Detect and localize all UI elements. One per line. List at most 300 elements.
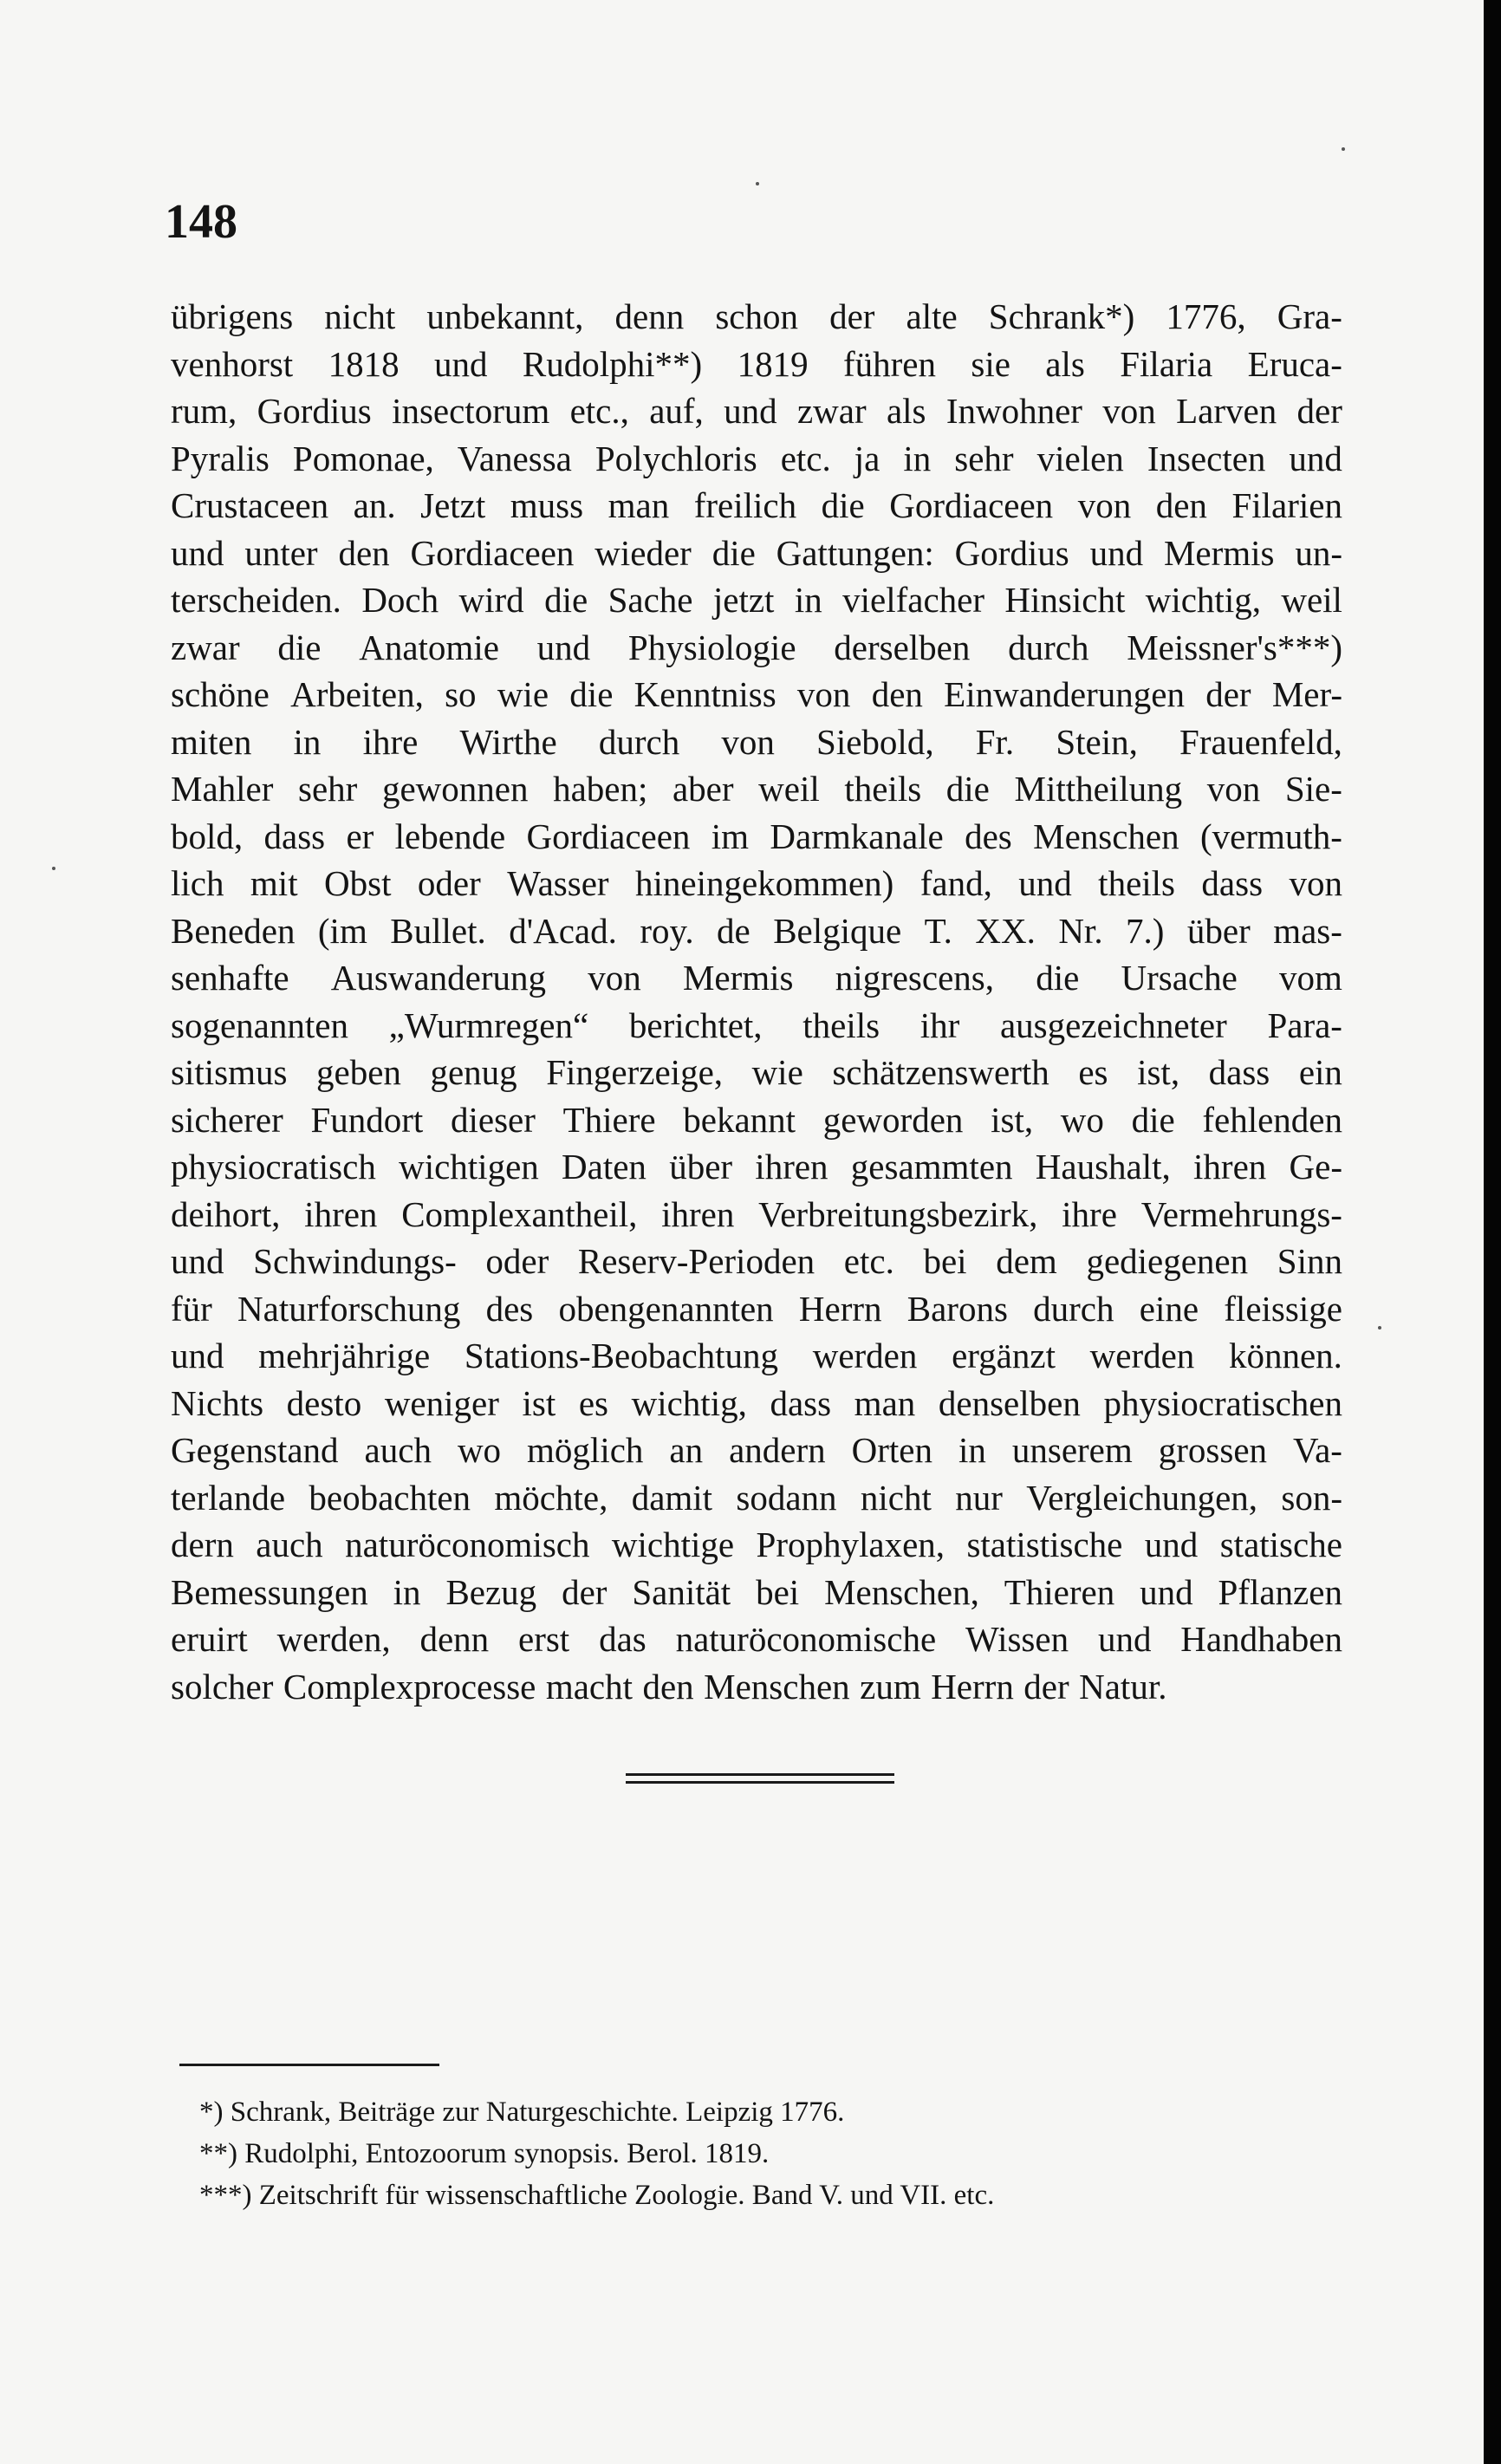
word: haben; (553, 769, 648, 809)
word: Gegenstand (171, 1430, 339, 1470)
word: Obst (324, 863, 392, 903)
word: Mahler (171, 769, 274, 809)
word: des (965, 816, 1012, 856)
word: Daten (562, 1147, 647, 1186)
word: obengenannten (558, 1288, 774, 1329)
word: den (642, 1666, 694, 1707)
word: roy. (640, 910, 694, 951)
word: sehr (298, 769, 358, 809)
word: etc., (569, 391, 629, 431)
word: wichtige (611, 1525, 735, 1564)
word: „Wurmregen“ (388, 1004, 589, 1045)
word: Inwohner (945, 391, 1082, 431)
word: die (712, 532, 756, 573)
word: statistische (966, 1525, 1123, 1564)
word: wichtigen (399, 1147, 539, 1186)
text-line (171, 341, 1342, 388)
word: dass (770, 1382, 832, 1423)
section-end-rule (626, 1781, 894, 1784)
word: mehrjährige (258, 1336, 431, 1375)
word: Barons (906, 1288, 1008, 1329)
word: weil (1281, 580, 1342, 620)
word: desto (286, 1382, 362, 1423)
word: führen (842, 343, 936, 384)
word: wichtig, (1145, 580, 1261, 620)
word: Filaria (1120, 343, 1213, 384)
word: ergänzt (952, 1336, 1056, 1375)
word: eine (1139, 1288, 1199, 1329)
text-line (171, 1332, 1342, 1380)
word: fleissige (1224, 1288, 1342, 1329)
word: Meissner's***) (1127, 627, 1342, 667)
word: geben (316, 1052, 401, 1092)
word: von (721, 721, 775, 762)
word: wie (751, 1052, 803, 1092)
word: Siebold, (816, 721, 934, 762)
word: der (829, 296, 875, 336)
word: ihre (1062, 1193, 1117, 1234)
word: von (1289, 863, 1342, 903)
word: sodann (736, 1477, 837, 1518)
word: Handhaben (1180, 1619, 1342, 1659)
word: nigrescens, (835, 958, 994, 998)
word: Stein, (1056, 721, 1138, 762)
word: möglich (527, 1430, 644, 1470)
word: ihre (362, 721, 419, 762)
footnote: *) Schrank, Beiträge zur Naturgeschichte. Leipzig 1776. (199, 2097, 845, 2128)
word: und (1140, 1571, 1193, 1612)
word: berichtet, (628, 1004, 763, 1045)
text-line (171, 1191, 1342, 1239)
word: Bezug (445, 1571, 537, 1612)
word: an. (353, 485, 396, 525)
word: man (608, 485, 670, 525)
word: von (588, 958, 641, 998)
word: vielfacher (842, 580, 985, 620)
word: schon (715, 296, 798, 336)
word: lich (171, 863, 224, 903)
word: Menschen (704, 1666, 850, 1707)
word: T. (924, 910, 952, 951)
word: nur (955, 1477, 1003, 1518)
word: und (724, 391, 777, 431)
word: Thiere (562, 1099, 656, 1140)
word: Bullet. (390, 910, 486, 951)
word: fehlenden (1202, 1099, 1342, 1140)
word: macht (545, 1666, 634, 1707)
text-line (171, 1285, 1342, 1333)
word: weil (758, 769, 820, 809)
word: die (544, 580, 588, 620)
word: ja (854, 438, 880, 478)
word: über (669, 1147, 733, 1186)
word: 1819 (737, 343, 809, 384)
word: übrigens (171, 296, 294, 336)
word: dass (263, 816, 326, 856)
word: Mermis (1163, 532, 1275, 573)
word: gesammten (850, 1147, 1013, 1186)
word: sehr (954, 438, 1014, 478)
text-line (171, 1143, 1342, 1191)
word: an (669, 1430, 704, 1470)
word: denn (614, 296, 685, 336)
word: unserem (1011, 1430, 1133, 1470)
word: über (1186, 910, 1251, 951)
word: Vanessa (457, 438, 572, 478)
word: in (794, 580, 822, 620)
word: Mittheilung (1014, 769, 1183, 809)
word: terscheiden. (171, 580, 341, 620)
word: hineingekommen) (634, 863, 894, 903)
word: Wissen (965, 1619, 1069, 1659)
text-line (171, 576, 1342, 624)
word: physiocratisch (171, 1147, 376, 1186)
word: mas- (1273, 910, 1342, 951)
word: und (171, 1241, 224, 1281)
word: die (821, 485, 865, 525)
word: Ge- (1289, 1147, 1342, 1186)
word: die (1131, 1099, 1175, 1140)
word: senhafte (171, 958, 289, 998)
word: oder (417, 863, 481, 903)
word: werden (812, 1336, 918, 1375)
word: so (445, 674, 477, 714)
word: 1818 (328, 343, 400, 384)
word: denselben (938, 1382, 1081, 1423)
word: weniger (384, 1382, 499, 1423)
word: insectorum (392, 391, 550, 431)
word: statische (1219, 1525, 1342, 1564)
word: von (1102, 391, 1156, 431)
word: dem (996, 1241, 1057, 1281)
word: durch (1008, 627, 1089, 667)
word: Eruca- (1247, 343, 1342, 384)
word: in (393, 1571, 421, 1612)
word: schätzenswerth (832, 1052, 1049, 1092)
word: Menschen (1033, 816, 1179, 856)
word: 1776, (1166, 296, 1246, 336)
word: sogenannten (171, 1004, 348, 1045)
word: Auswanderung (330, 958, 547, 998)
word: ausgezeichneter (999, 1004, 1227, 1045)
word: ist, (1137, 1052, 1180, 1092)
word: Jetzt (420, 485, 486, 525)
word: freilich (693, 485, 797, 525)
text-line (171, 1569, 1342, 1616)
word: zwar (796, 391, 867, 431)
word: fand, (919, 863, 992, 903)
text-line (171, 1616, 1342, 1663)
word: und (1289, 438, 1342, 478)
word: wieder (595, 532, 692, 573)
word: Natur. (1079, 1666, 1167, 1707)
word: als (886, 391, 926, 431)
word: Verbreitungsbezirk, (758, 1193, 1038, 1234)
word: Vermehrungs- (1140, 1193, 1342, 1234)
word: venhorst (171, 343, 294, 384)
text-line (171, 1096, 1342, 1144)
word: Bemessungen (171, 1571, 368, 1612)
word: derselben (834, 627, 971, 667)
footnote-separator (179, 2064, 439, 2066)
word: physiocratischen (1103, 1382, 1342, 1423)
text-line (171, 387, 1342, 435)
word: der (1205, 674, 1251, 714)
word: ein (1298, 1052, 1342, 1092)
word: genug (430, 1052, 517, 1092)
word: ihren (1193, 1147, 1267, 1186)
word: möchte, (494, 1477, 608, 1518)
word: deihort, (171, 1193, 281, 1234)
word: als (1045, 343, 1085, 384)
word: Mermis (682, 958, 794, 998)
word: Pyralis (171, 438, 270, 478)
word: wie (497, 674, 549, 714)
word: zum (860, 1666, 921, 1707)
word: Vergleichungen, (1026, 1477, 1258, 1518)
word: Gordius (257, 391, 372, 431)
word: Ursache (1121, 958, 1238, 998)
word: un- (1295, 532, 1342, 573)
word: son- (1281, 1477, 1342, 1518)
word: und (433, 343, 488, 384)
word: nicht (860, 1477, 932, 1518)
section-end-rule (626, 1773, 894, 1776)
word: ist, (991, 1099, 1034, 1140)
word: Sanität (632, 1571, 731, 1612)
word: (vermuth- (1199, 816, 1342, 856)
text-line (171, 1521, 1342, 1569)
word: lebende (394, 816, 506, 856)
word: Anatomie (359, 627, 499, 667)
word: wo (457, 1430, 502, 1470)
word: Gra- (1277, 296, 1342, 336)
word: Insecten (1147, 438, 1266, 478)
word: ist (522, 1382, 556, 1423)
word: Belgique (773, 910, 902, 951)
word: aber (672, 769, 734, 809)
word: beobachten (309, 1477, 471, 1518)
word: vom (1279, 958, 1342, 998)
word: im (711, 816, 750, 856)
word: Complexantheil, (401, 1193, 638, 1234)
word: der (1023, 1666, 1069, 1707)
word: Gordius (954, 532, 1069, 573)
word: dieser (450, 1099, 536, 1140)
word: können. (1228, 1336, 1342, 1375)
text-line (171, 293, 1342, 341)
word: damit (631, 1477, 713, 1518)
word: theils (802, 1004, 880, 1045)
word: Herrn (931, 1666, 1014, 1707)
scan-edge (1484, 0, 1501, 2464)
word: sicherer (171, 1099, 283, 1140)
word: auch (256, 1525, 323, 1564)
word: die (1036, 958, 1080, 998)
text-line (171, 765, 1342, 813)
word: Orten (851, 1430, 932, 1470)
word: erst (518, 1619, 570, 1659)
word: Crustaceen (171, 485, 329, 525)
word: andern (729, 1430, 826, 1470)
word: Nichts (171, 1382, 264, 1423)
word: bekannt (683, 1099, 796, 1140)
text-line (171, 907, 1342, 955)
word: Wirthe (459, 721, 557, 762)
word: Pflanzen (1218, 1571, 1342, 1612)
paper-speck (756, 182, 759, 185)
word: etc. (843, 1241, 894, 1281)
word: die (277, 627, 322, 667)
word: vielen (1036, 438, 1124, 478)
word: Beneden (171, 910, 296, 951)
footnotes (199, 2091, 1196, 2216)
word: Schwindungs- (253, 1241, 457, 1281)
word: Nr. (1058, 910, 1103, 951)
word: den (1155, 485, 1207, 525)
word: naturöconomische (675, 1619, 937, 1659)
word: (im (317, 910, 367, 951)
word: und (171, 1336, 224, 1375)
word: ihren (755, 1147, 828, 1186)
text-line (171, 435, 1342, 483)
word: von (1077, 485, 1132, 525)
word: muss (510, 485, 584, 525)
word: Prophylaxen, (756, 1525, 945, 1564)
word: Filarien (1231, 485, 1342, 525)
text-line (171, 671, 1342, 718)
paper-speck (1342, 147, 1345, 151)
text-line (171, 1380, 1342, 1427)
word: Schrank*) (988, 296, 1135, 336)
word: er (346, 816, 374, 856)
word: unbekannt, (426, 296, 584, 336)
word: in (903, 438, 932, 478)
word: bold, (171, 816, 244, 856)
word: 7.) (1126, 910, 1165, 951)
footnote: ***) Zeitschrift für wissenschaftliche Zoologie. Band V. und VII. etc. (199, 2180, 995, 2211)
word: des (485, 1288, 534, 1329)
word: wird (458, 580, 524, 620)
text-line (171, 1427, 1342, 1474)
word: Para- (1267, 1004, 1342, 1045)
text-line (171, 530, 1342, 577)
word: gediegenen (1086, 1241, 1249, 1281)
word: Larven (1176, 391, 1277, 431)
word: rum, (171, 391, 237, 431)
word: und (1018, 863, 1072, 903)
word: es (578, 1382, 608, 1423)
word: wichtig, (631, 1382, 747, 1423)
word: und (1097, 1619, 1152, 1659)
word: Kenntniss (634, 674, 776, 714)
word: werden (1089, 1336, 1195, 1375)
word: auf, (649, 391, 704, 431)
word: Reserv-Perioden (577, 1241, 815, 1281)
text-line (171, 624, 1342, 672)
word: wo (1060, 1099, 1104, 1140)
word: theils (844, 769, 922, 809)
word: schöne (171, 674, 270, 714)
word: theils (1098, 863, 1175, 903)
word: denn (419, 1619, 490, 1659)
word: Menschen, (824, 1571, 979, 1612)
word: zwar (171, 627, 240, 667)
word: Fingerzeige, (546, 1052, 724, 1092)
word: naturöconomisch (345, 1525, 590, 1564)
word: Fundort (310, 1099, 424, 1140)
word: Einwanderungen (944, 674, 1185, 714)
word: der (562, 1571, 608, 1612)
word: den (871, 674, 923, 714)
word: etc. (780, 438, 831, 478)
word: gewonnen (381, 769, 529, 809)
word: in (958, 1430, 986, 1470)
word: dass (1208, 1052, 1270, 1092)
word: unter (244, 532, 318, 573)
word: und (1089, 532, 1144, 573)
word: dern (171, 1525, 234, 1564)
word: oder (485, 1241, 549, 1281)
word: dass (1201, 863, 1264, 903)
word: Wasser (507, 863, 609, 903)
word: auch (364, 1430, 432, 1470)
text-line (171, 1049, 1342, 1096)
word: Rudolphi**) (522, 343, 703, 384)
word: Gordiaceen (526, 816, 691, 856)
word: Physiologie (627, 627, 796, 667)
word: ihren (661, 1193, 735, 1234)
word: solcher (171, 1666, 274, 1707)
word: Frauenfeld, (1179, 721, 1342, 762)
text-line (171, 718, 1342, 766)
word: mit (250, 863, 298, 903)
word: und (1144, 1525, 1199, 1564)
word: Sache (608, 580, 693, 620)
word: Complexprocesse (283, 1666, 536, 1707)
word: eruirt (171, 1619, 248, 1659)
text-line (171, 1474, 1342, 1522)
word: Hinsicht (1004, 580, 1126, 620)
word: Mer- (1271, 674, 1342, 714)
word: bei (756, 1571, 800, 1612)
word: in (293, 721, 322, 762)
word: das (599, 1619, 647, 1659)
word: durch (598, 721, 680, 762)
word: terlande (171, 1477, 286, 1518)
word: Thieren (1004, 1571, 1115, 1612)
word: Darmkanale (770, 816, 944, 856)
word: d'Acad. (509, 910, 617, 951)
word: von (1206, 769, 1261, 809)
word: die (569, 674, 614, 714)
word: den (338, 532, 390, 573)
body-text (171, 293, 1342, 1710)
word: ihr (919, 1004, 960, 1045)
text-line (171, 813, 1342, 861)
word: und (536, 627, 591, 667)
word: Va- (1293, 1430, 1342, 1470)
text-line (171, 1663, 1342, 1711)
word: von (796, 674, 851, 714)
word: Gattungen: (776, 532, 934, 573)
word: Naturforschung (237, 1288, 461, 1329)
word: geworden (822, 1099, 964, 1140)
word: grossen (1158, 1430, 1268, 1470)
word: Polychloris (595, 438, 757, 478)
text-line (171, 1238, 1342, 1285)
word: die (945, 769, 990, 809)
